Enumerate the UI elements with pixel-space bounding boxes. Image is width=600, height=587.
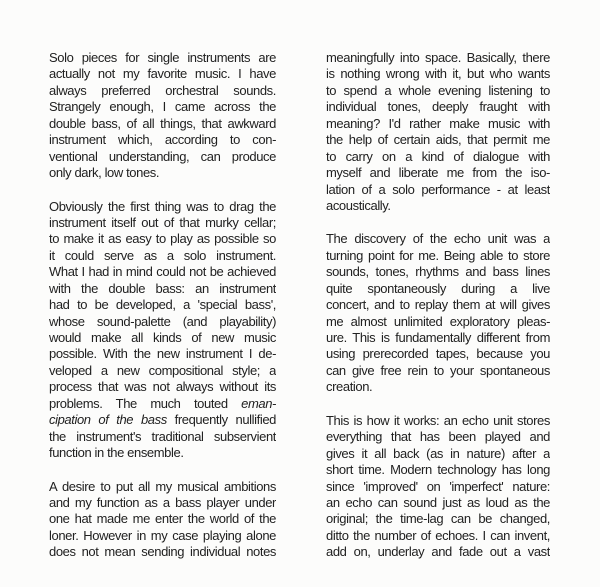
paragraph — [326, 231, 550, 395]
paragraph — [326, 413, 550, 561]
text-line — [326, 231, 550, 247]
text-line — [49, 495, 276, 511]
text-segment: everything that has been played and — [326, 429, 550, 445]
text-segment: sounds, tones, rhythms and bass lines — [326, 264, 550, 280]
paragraph — [326, 50, 550, 214]
text-line — [326, 165, 550, 181]
text-segment: short time. Modern technology has long — [326, 462, 550, 478]
text-line — [49, 199, 276, 215]
text-segment: problems. The much touted — [49, 395, 242, 411]
text-line — [49, 281, 276, 297]
paragraph — [49, 50, 276, 182]
text-segment: ure. This is fundamentally different from — [326, 330, 550, 345]
text-segment: double bass, of all things, that awkward — [49, 115, 276, 131]
text-segment: acoustically. — [326, 197, 391, 213]
text-line — [326, 495, 550, 511]
text-line — [326, 116, 550, 132]
text-segment: Strangely enough, I came across the — [49, 99, 276, 115]
text-segment: had to be developed, a 'special bass', — [49, 297, 276, 313]
text-line — [326, 149, 550, 165]
text-segment: turning point for me. Being able to store — [326, 247, 550, 263]
text-segment: does not mean sending individual notes — [49, 544, 276, 560]
text-line — [49, 346, 276, 362]
text-line — [49, 479, 276, 495]
text-line — [49, 50, 276, 66]
text-segment: would make all kinds of new music — [49, 330, 276, 345]
text-segment: meaningfully into space. Basically, there — [326, 50, 550, 65]
text-line — [326, 264, 550, 280]
text-segment: one hat made me enter the world of the — [49, 511, 276, 527]
text-line — [49, 165, 276, 181]
text-line — [49, 132, 276, 148]
column-right — [326, 50, 550, 561]
text-line — [49, 116, 276, 132]
text-line — [326, 198, 550, 214]
text-line — [326, 314, 550, 330]
text-segment: only dark, low tones. — [49, 165, 160, 181]
text-segment: process that was not always without its — [49, 379, 276, 395]
text-segment: since 'improved' on 'imperfect' nature: — [326, 478, 550, 494]
text-segment: loner. However in my case playing alone — [49, 527, 276, 543]
text-line — [326, 330, 550, 346]
text-line — [49, 412, 276, 428]
text-line — [326, 297, 550, 313]
text-line — [326, 528, 550, 544]
text-line — [326, 66, 550, 82]
text-segment: actually not my favorite music. I have — [49, 66, 276, 82]
text-line — [49, 511, 276, 527]
text-line — [326, 429, 550, 445]
text-segment: using prerecorded tapes, because you — [326, 346, 550, 362]
text-segment: ditto the number of echoes. I can invent, — [326, 527, 550, 543]
text-segment: me almost unlimited exploratory pleas- — [326, 313, 550, 329]
text-segment: and my function as a bass player under — [49, 494, 276, 510]
text-segment: the instrument's traditional subservient — [49, 428, 276, 444]
text-segment: concert, and to replay them at will gives — [326, 297, 550, 313]
text-segment: add on, underlay and fade out a vast — [326, 544, 550, 560]
text-segment: myself and liberate me from the iso- — [326, 165, 550, 181]
text-segment: The discovery of the echo unit was a — [326, 231, 550, 247]
text-segment: it could serve as a solo instrument. — [49, 247, 276, 263]
text-segment: function in the ensemble. — [49, 445, 184, 461]
text-line — [326, 363, 550, 379]
text-segment: lation of a solo performance - at least — [326, 181, 550, 197]
text-line — [326, 50, 550, 66]
text-segment: gives it all back (as in nature) after a — [326, 445, 550, 461]
text-segment: quite spontaneously during a live — [326, 280, 550, 296]
text-segment: instrument itself out of that murky cellar; — [49, 214, 276, 230]
text-line — [49, 297, 276, 313]
text-line — [49, 396, 276, 412]
text-line — [49, 544, 276, 560]
text-line — [326, 446, 550, 462]
column-left — [49, 50, 276, 561]
text-segment: can give free rein to your spontaneous — [326, 362, 550, 378]
text-segment: creation. — [326, 379, 373, 395]
text-segment: possible. With the new instrument I de- — [49, 346, 276, 362]
text-segment: an echo can sound just as loud as the — [326, 494, 550, 510]
text-line — [49, 264, 276, 280]
text-line — [49, 429, 276, 445]
text-segment: A desire to put all my musical ambitions — [49, 478, 276, 494]
text-line — [326, 511, 550, 527]
text-segment: individual tones, deeply fraught with — [326, 99, 550, 115]
text-line — [326, 132, 550, 148]
text-segment: frequently nullified — [166, 412, 276, 428]
text-segment: ventional understanding, can produce — [49, 148, 276, 164]
text-line — [326, 83, 550, 99]
text-segment: What I had in mind could not be achieved — [49, 264, 276, 280]
text-segment: the help of certain aids, that permit me — [326, 132, 550, 148]
paragraph — [49, 199, 276, 462]
text-segment: Solo pieces for single instruments are — [49, 50, 276, 65]
text-line — [49, 231, 276, 247]
text-line — [49, 215, 276, 231]
text-line — [326, 379, 550, 395]
text-line — [326, 413, 550, 429]
text-line — [49, 248, 276, 264]
text-line — [49, 66, 276, 82]
italic-phrase: eman- — [241, 395, 276, 411]
text-line — [326, 346, 550, 362]
text-segment: to spend a whole evening listening to — [326, 82, 550, 98]
text-line — [49, 379, 276, 395]
text-segment: with the double bass: an instrument — [49, 280, 276, 296]
text-segment: This is how it works: an echo unit stores — [326, 412, 550, 428]
text-segment: to carry on a kind of dialogue with — [326, 148, 550, 164]
text-line — [49, 330, 276, 346]
text-line — [326, 479, 550, 495]
text-segment: meaning? I'd rather make music with — [326, 115, 550, 131]
text-segment: original; the time-lag can be changed, — [326, 511, 550, 527]
text-line — [49, 99, 276, 115]
text-line — [326, 544, 550, 560]
text-line — [326, 281, 550, 297]
text-line — [326, 182, 550, 198]
text-segment: whose sound-palette (and playability) — [49, 313, 276, 329]
text-line — [49, 445, 276, 461]
text-line — [326, 248, 550, 264]
text-line — [49, 528, 276, 544]
text-segment: instrument which, according to con- — [49, 132, 276, 148]
italic-phrase: cipation of the bass — [49, 412, 167, 428]
text-segment: always preferred orchestral sounds. — [49, 82, 276, 98]
text-line — [326, 99, 550, 115]
paragraph — [49, 479, 276, 561]
text-line — [49, 83, 276, 99]
text-line — [49, 314, 276, 330]
text-segment: veloped a new compositional style; a — [49, 362, 276, 378]
text-segment: is nothing wrong with it, but who wants — [326, 66, 550, 82]
text-line — [49, 363, 276, 379]
text-line — [326, 462, 550, 478]
text-segment: Obviously the first thing was to drag the — [49, 198, 276, 214]
text-line — [49, 149, 276, 165]
text-segment: to make it as easy to play as possible so — [49, 231, 276, 247]
